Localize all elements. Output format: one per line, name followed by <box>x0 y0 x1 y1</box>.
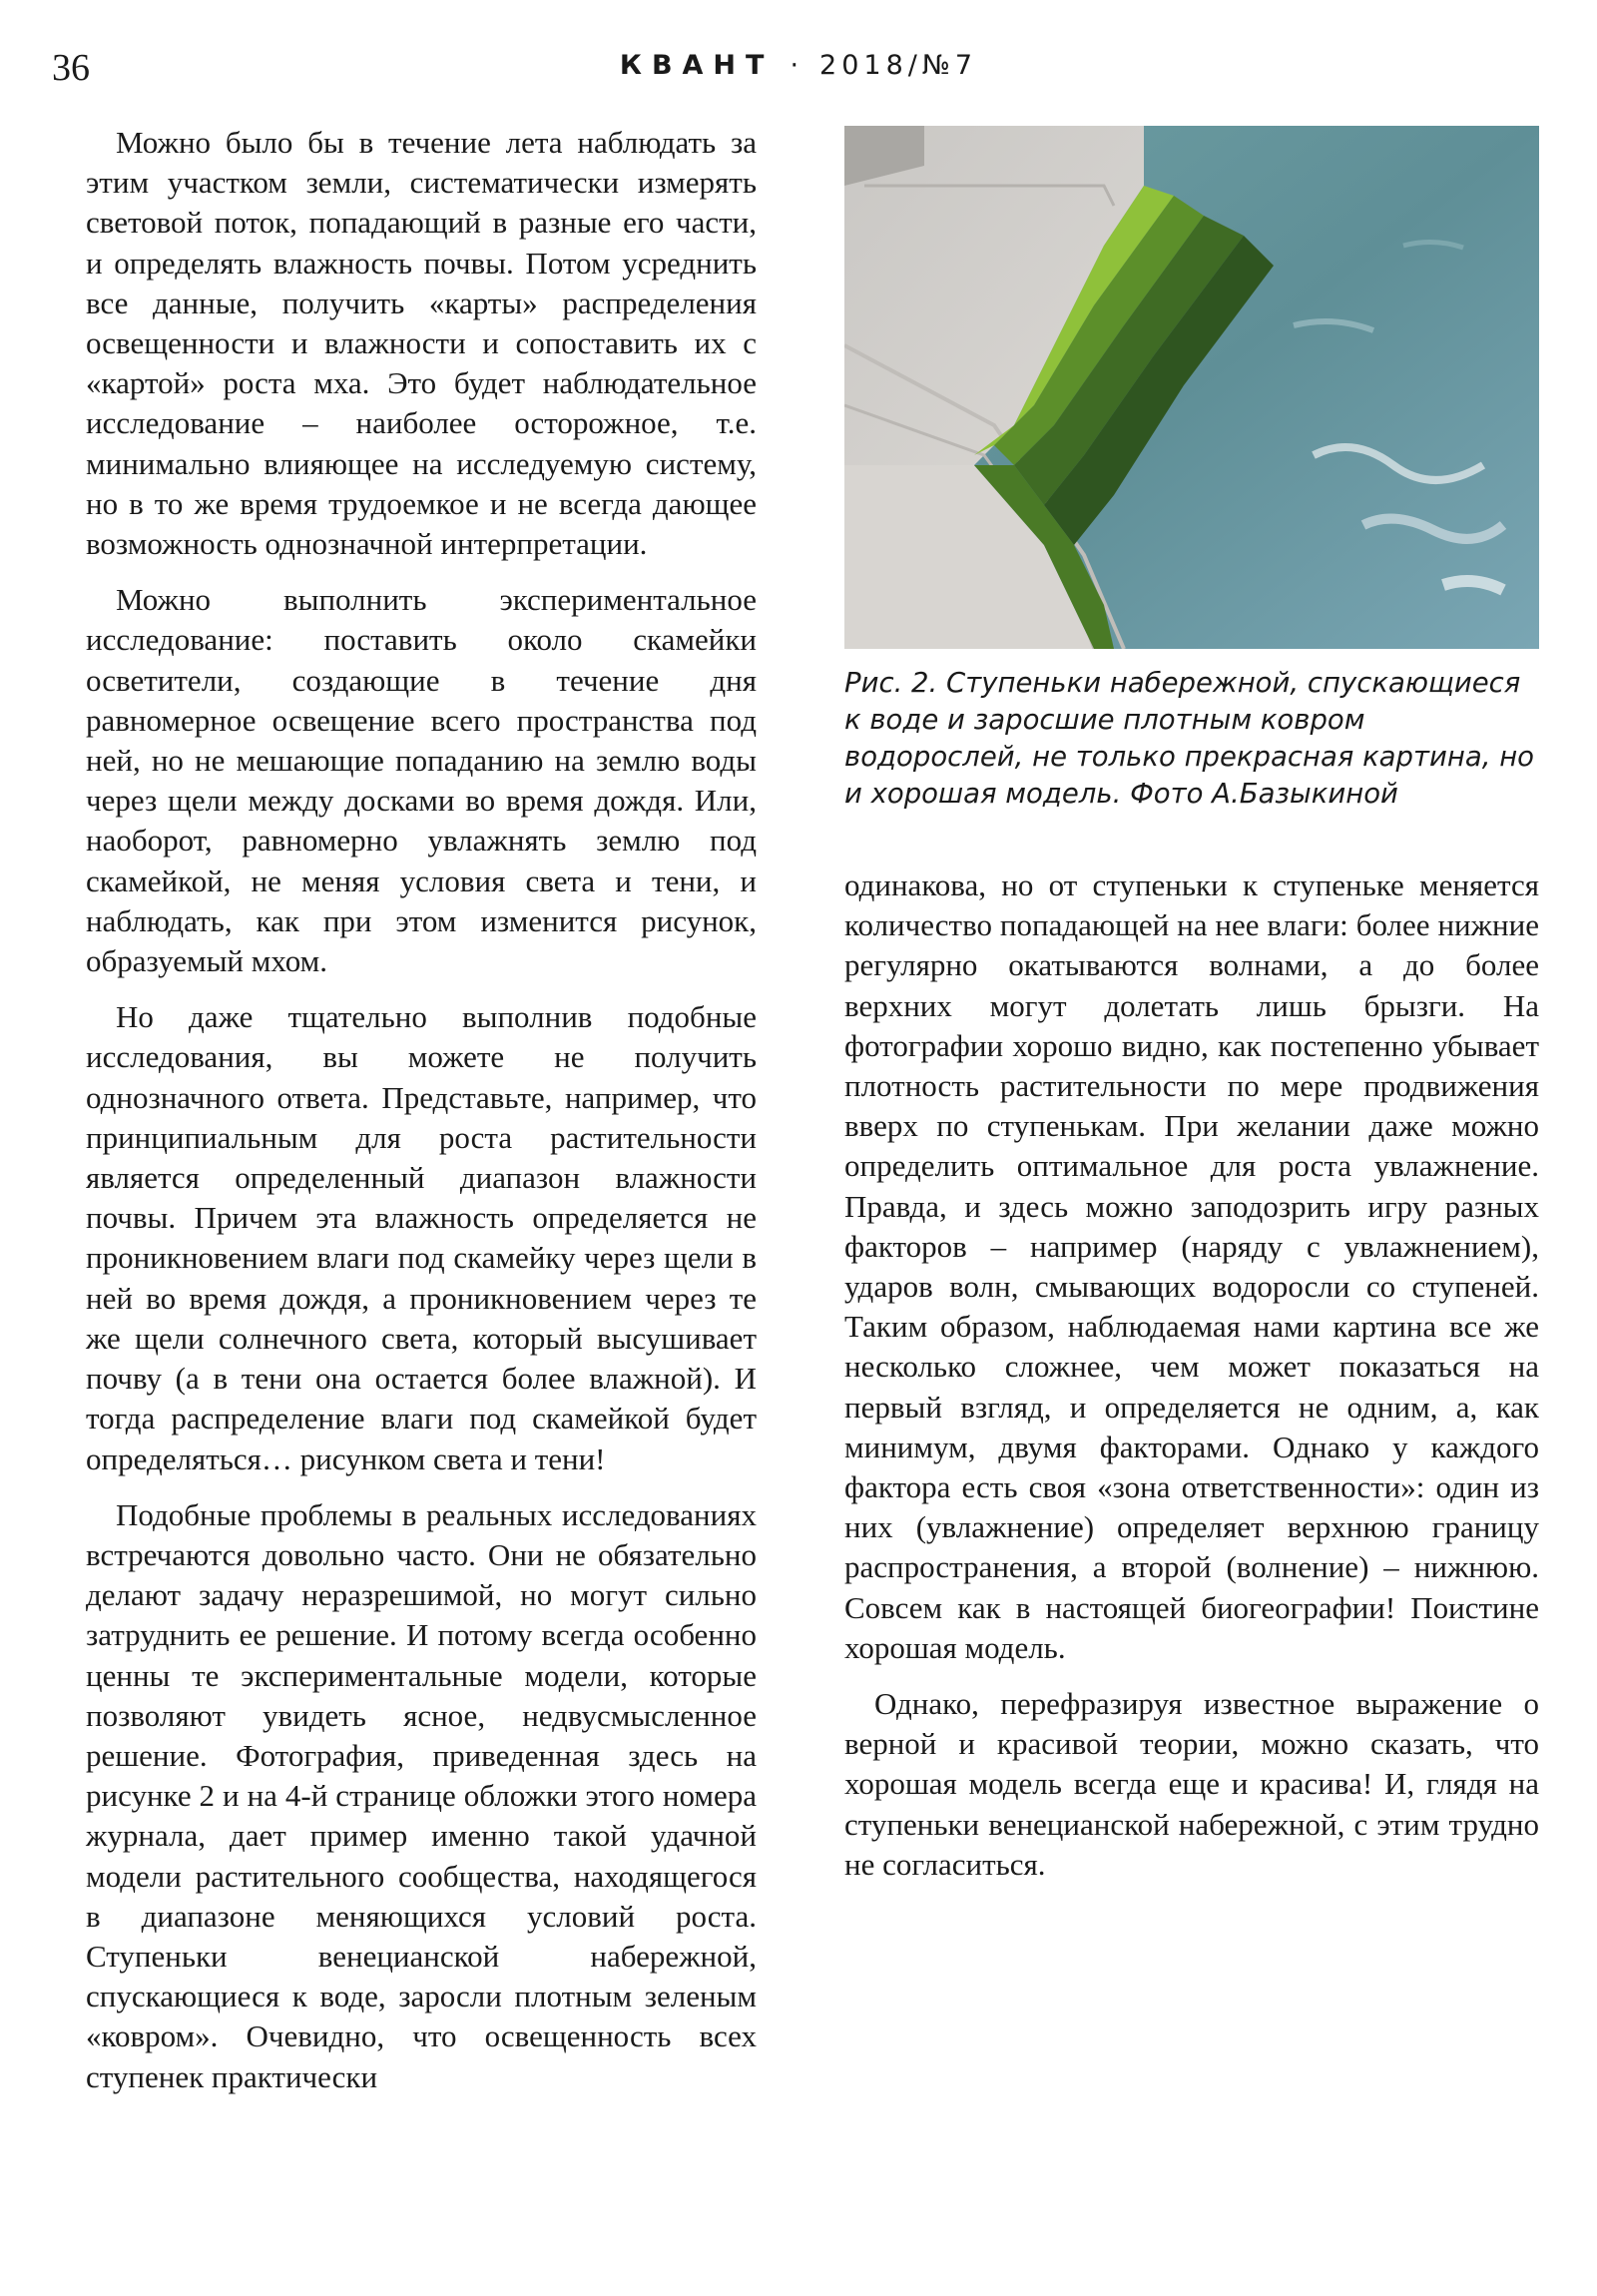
figure-caption: Рис. 2. Ступеньки набережной, спускающиеся к воде и заросшие плотным ковром водорослей, не только прекрасная картина, но и хорошая модель. Фото А.Базыкиной <box>844 667 1535 810</box>
running-header <box>0 50 1597 81</box>
paragraph: Можно было бы в течение лета наблюдать за этим участком земли, систематически измерять световой поток, попадающий в разные его части, и определять влажность почвы. Потом усреднить все данные, получить «карты» распределения освещенности и влажности и сопоставить их с «картой» роста мха. Это будет наблюдательное исследование – наиболее осторожное, т.е. минимально влияющее на исследуемую систему, но в то же время трудоемкое и не всегда дающее возможность однозначной интерпретации. <box>86 125 757 562</box>
paragraph: Но даже тщательно выполнив подобные исследования, вы можете не получить однозначного ответа. Представьте, например, что принципиальным для роста растительности является определенный диапазон влажности почвы. Причем эта влажность определяется не проникновением влаги под скамейку через щели в ней во время дождя, а проникновением через те же щели солнечного света, который высушивает почву (а в тени она остается более влажной). И тогда распределение влаги под скамейкой будет определяться… рисунком света и тени! <box>86 999 757 1476</box>
issue-number: 2018/№7 <box>819 50 978 81</box>
page-number: 36 <box>52 47 90 89</box>
paragraph: Однако, перефразируя известное выражение о верной и красивой теории, можно сказать, что хорошая модель всегда еще и красива! И, глядя на ступеньки венецианской набережной, с этим трудно не согласиться. <box>844 1686 1539 1882</box>
right-column <box>844 865 1539 1885</box>
paragraph: Подобные проблемы в реальных исследованиях встречаются довольно часто. Они не обязательно делают задачу неразрешимой, но могут сильно затруднить ее решение. И потому всегда особенно ценны те экспериментальные модели, которые позволяют увидеть ясное, недвусмысленное решение. Фотография, приведенная здесь на рисунке 2 и на 4-й странице обложки этого номера журнала, дает пример именно такой удачной модели растительного сообщества, находящегося в диапазоне меняющихся условий роста. Ступеньки венецианской набережной, спускающиеся к воде, заросли плотным зеленым «ковром». Очевидно, что освещенность всех ступенек практически <box>86 1496 757 2094</box>
paragraph: Можно выполнить экспериментальное исследование: поставить около скамейки осветители, создающие в течение дня равномерное освещение всего пространства под ней, но не мешающие попаданию на землю воды через щели между досками во время дождя. Или, наоборот, равномерно увлажнять землю под скамейкой, не меняя условия света и тени, и наблюдать, как при этом изменится рисунок, образуемый мхом. <box>86 582 757 979</box>
magazine-title: КВАНТ <box>619 50 775 81</box>
figure-photo <box>844 126 1539 649</box>
paragraph: одинакова, но от ступеньки к ступеньке меняется количество попадающей на нее влаги: более нижние регулярно окатываются волнами, а до более верхних могут долетать лишь брызги. На фотографии хорошо видно, как постепенно убывает плотность растительности по мере продвижения вверх по ступенькам. При желании даже можно определить оптимальное для роста увлажнение. Правда, и здесь можно заподозрить игру разных факторов – например (наряду с увлажнением), ударов волн, смывающих водоросли со ступеней. Таким образом, наблюдаемая нами картина все же несколько сложнее, чем может показаться на первый взгляд, и определяется не одним, а, как минимум, двумя факторами. Однако у каждого фактора есть своя «зона ответственности»: один из них (увлажнение) определяет верхнюю границу распространения, а второй (волнение) – нижнюю. Совсем как в настоящей биогеографии! Поистине хорошая модель. <box>844 867 1539 1665</box>
embankment-steps-photo-icon <box>844 126 1539 649</box>
left-column <box>86 123 757 2097</box>
header-separator: · <box>790 50 804 81</box>
